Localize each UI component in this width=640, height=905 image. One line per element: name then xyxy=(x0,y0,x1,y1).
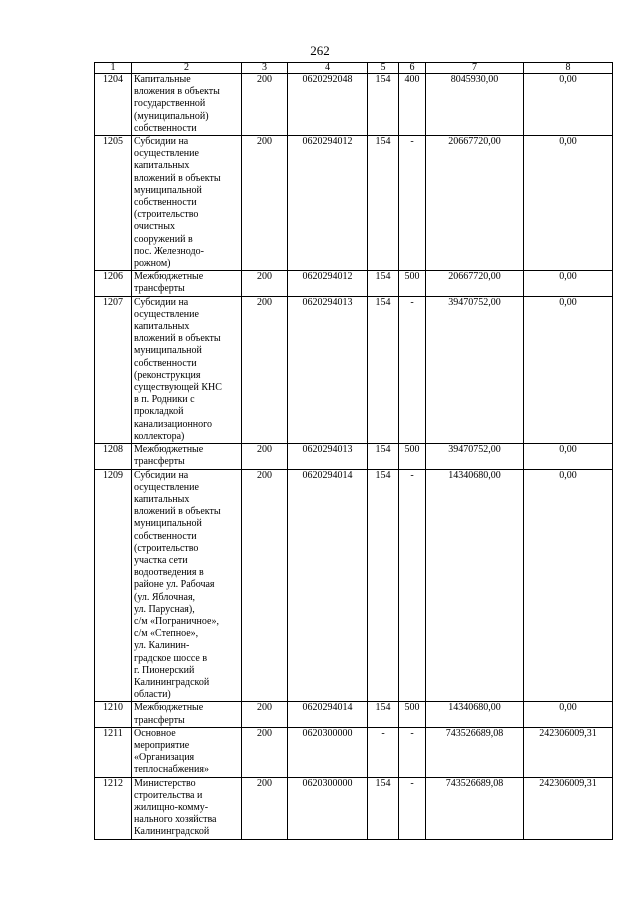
amount-column-7: 39470752,00 xyxy=(426,296,524,443)
amount-column-8: 0,00 xyxy=(524,444,613,469)
section-code: 154 xyxy=(368,444,399,469)
ministry-code: 200 xyxy=(242,444,288,469)
row-number: 1204 xyxy=(95,74,132,136)
row-number: 1212 xyxy=(95,777,132,839)
table-row xyxy=(95,136,613,271)
row-number: 1210 xyxy=(95,702,132,727)
item-name: Министерство строительства и жилищно-комму- нального хозяйства Калининградской xyxy=(132,777,242,839)
table-body xyxy=(95,74,613,840)
expense-type-code: - xyxy=(399,727,426,777)
amount-column-7: 743526689,08 xyxy=(426,777,524,839)
section-code: 154 xyxy=(368,271,399,296)
section-code: 154 xyxy=(368,136,399,271)
target-article-code: 0620292048 xyxy=(288,74,368,136)
amount-column-7: 20667720,00 xyxy=(426,136,524,271)
item-name: Субсидии на осуществление капитальных вложений в объекты муниципальной собственности (реконструкция существующей КНС в п. Родники с прокладкой канализационного коллектора) xyxy=(132,296,242,443)
amount-column-7: 39470752,00 xyxy=(426,444,524,469)
item-name: Межбюджетные трансферты xyxy=(132,271,242,296)
amount-column-8: 0,00 xyxy=(524,271,613,296)
table-row xyxy=(95,74,613,136)
amount-column-7: 20667720,00 xyxy=(426,271,524,296)
header-row xyxy=(95,63,613,74)
header-cell: 2 xyxy=(132,63,242,74)
expense-type-code: - xyxy=(399,296,426,443)
target-article-code: 0620294012 xyxy=(288,271,368,296)
ministry-code: 200 xyxy=(242,74,288,136)
item-name: Межбюджетные трансферты xyxy=(132,444,242,469)
ministry-code: 200 xyxy=(242,777,288,839)
ministry-code: 200 xyxy=(242,469,288,702)
amount-column-8: 242306009,31 xyxy=(524,777,613,839)
expense-type-code: - xyxy=(399,777,426,839)
amount-column-8: 0,00 xyxy=(524,702,613,727)
header-cell: 4 xyxy=(288,63,368,74)
section-code: 154 xyxy=(368,702,399,727)
table-row xyxy=(95,271,613,296)
expense-type-code: 500 xyxy=(399,444,426,469)
row-number: 1211 xyxy=(95,727,132,777)
header-cell: 7 xyxy=(426,63,524,74)
expense-type-code: 500 xyxy=(399,702,426,727)
table-row xyxy=(95,469,613,702)
amount-column-7: 14340680,00 xyxy=(426,702,524,727)
item-name: Межбюджетные трансферты xyxy=(132,702,242,727)
target-article-code: 0620294013 xyxy=(288,296,368,443)
header-cell: 6 xyxy=(399,63,426,74)
ministry-code: 200 xyxy=(242,727,288,777)
section-code: 154 xyxy=(368,469,399,702)
table-row xyxy=(95,702,613,727)
expense-type-code: 500 xyxy=(399,271,426,296)
table-row xyxy=(95,727,613,777)
row-number: 1209 xyxy=(95,469,132,702)
table-row xyxy=(95,444,613,469)
section-code: 154 xyxy=(368,777,399,839)
item-name: Капитальные вложения в объекты государственной (муниципальной) собственности xyxy=(132,74,242,136)
header-cell: 5 xyxy=(368,63,399,74)
amount-column-8: 0,00 xyxy=(524,74,613,136)
expense-type-code: 400 xyxy=(399,74,426,136)
amount-column-7: 14340680,00 xyxy=(426,469,524,702)
expense-type-code: - xyxy=(399,469,426,702)
item-name: Основное мероприятие «Организация теплоснабжения» xyxy=(132,727,242,777)
header-cell: 1 xyxy=(95,63,132,74)
page-number: 262 xyxy=(310,43,330,58)
target-article-code: 0620294012 xyxy=(288,136,368,271)
ministry-code: 200 xyxy=(242,296,288,443)
item-name: Субсидии на осуществление капитальных вложений в объекты муниципальной собственности (строительство очистных сооружений в пос. Железнодо- рожном) xyxy=(132,136,242,271)
target-article-code: 0620294014 xyxy=(288,469,368,702)
header-cell: 8 xyxy=(524,63,613,74)
amount-column-8: 242306009,31 xyxy=(524,727,613,777)
target-article-code: 0620300000 xyxy=(288,727,368,777)
table-row xyxy=(95,296,613,443)
amount-column-7: 743526689,08 xyxy=(426,727,524,777)
target-article-code: 0620294013 xyxy=(288,444,368,469)
ministry-code: 200 xyxy=(242,136,288,271)
row-number: 1207 xyxy=(95,296,132,443)
section-code: 154 xyxy=(368,296,399,443)
amount-column-8: 0,00 xyxy=(524,296,613,443)
row-number: 1208 xyxy=(95,444,132,469)
row-number: 1206 xyxy=(95,271,132,296)
target-article-code: 0620294014 xyxy=(288,702,368,727)
table-header xyxy=(95,63,613,74)
table-row xyxy=(95,777,613,839)
budget-table xyxy=(94,62,613,840)
row-number: 1205 xyxy=(95,136,132,271)
amount-column-8: 0,00 xyxy=(524,469,613,702)
target-article-code: 0620300000 xyxy=(288,777,368,839)
header-cell: 3 xyxy=(242,63,288,74)
section-code: - xyxy=(368,727,399,777)
amount-column-7: 8045930,00 xyxy=(426,74,524,136)
ministry-code: 200 xyxy=(242,702,288,727)
ministry-code: 200 xyxy=(242,271,288,296)
amount-column-8: 0,00 xyxy=(524,136,613,271)
expense-type-code: - xyxy=(399,136,426,271)
section-code: 154 xyxy=(368,74,399,136)
item-name: Субсидии на осуществление капитальных вложений в объекты муниципальной собственности (строительство участка сети водоотведения в районе ул. Рабочая (ул. Яблочная, ул. Парусная), с/м «Пограничное», с/м «Степное», ул. Калинин- градское шоссе в г. Пионерский Калининградской области) xyxy=(132,469,242,702)
